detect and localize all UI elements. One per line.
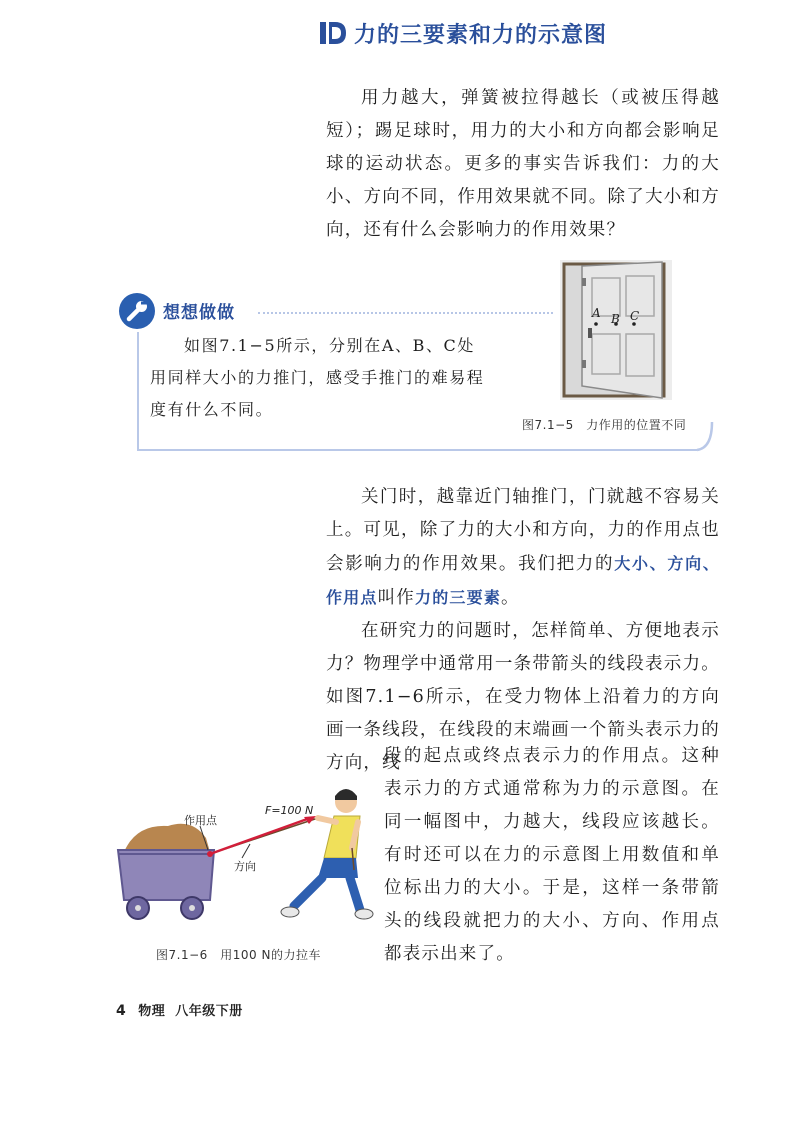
page-number: 4 [116,1003,127,1019]
section-heading [318,16,607,50]
think-do-label: 想想做做 [163,303,235,323]
direction-label: 方向 [234,860,256,873]
footer-grade: 八年级下册 [175,1004,243,1019]
cart-figure-caption: 图7.1−6 用100 N的力拉车 [156,948,321,962]
point-b-label: B [611,312,620,326]
point-c-label: C [630,309,640,323]
point-a-label: A [592,306,601,320]
main-paragraphs [326,481,720,780]
page-footer [116,1000,243,1019]
box-border-left [137,332,139,450]
force-diagram-paragraph: 段的起点或终点表示力的作用点。这种表示力的方式通常称为力的示意图。在同一幅图中，力越大，线段应该越长。有时还可以在力的示意图上用数值和单位标出力的大小。于是，这样一条带箭头的线段就把力的大小、方向、作用点都表示出来了。 [384,746,720,964]
door-figure [558,256,674,404]
paragraph-force-diagram: 在研究力的问题时，怎样简单、方便地表示力？物理学中通常用一条带箭头的线段表示力。如图7.1−6所示，在受力物体上沿着力的方向画一条线段，在线段的末端画一个箭头表示力的方向，线 [326,621,720,773]
highlight-three-elements: 力的三要素 [415,588,502,607]
header-divider [258,312,553,314]
box-border-bottom [137,449,697,451]
highlight-terms: 大小、方向、作用点 [326,554,721,607]
door-illustration [558,256,674,404]
paragraph-three-elements: 关门时，越靠近门轴推门，门就越不容易关上。可见，除了力的大小和方向，力的作用点也会影响力的作用效果。我们把力的大小、方向、作用点叫作力的三要素。 [326,487,721,608]
application-point-label: 作用点 [184,814,217,827]
door-figure-caption: 图7.1−5 力作用的位置不同 [522,418,687,432]
box-corner-curl [696,420,716,452]
section-title: 力的三要素和力的示意图 [354,22,608,48]
section-marker-icon [318,19,348,47]
think-do-text: 如图7.1−5所示，分别在A、B、C处用同样大小的力推门，感受手推门的难易程度有什么不同。 [150,336,485,419]
cart-figure [110,782,380,942]
wrench-icon [118,292,156,330]
force-value-label: F=100 N [265,804,314,817]
footer-subject: 物理 [138,1004,166,1019]
intro-paragraph: 用力越大，弹簧被拉得越长（或被压得越短）；踢足球时，用力的大小和方向都会影响足球的运动状态。更多的事实告诉我们：力的大小、方向不同，作用效果就不同。除了大小和方向，还有什么会影响力的作用效果？ [326,88,720,240]
